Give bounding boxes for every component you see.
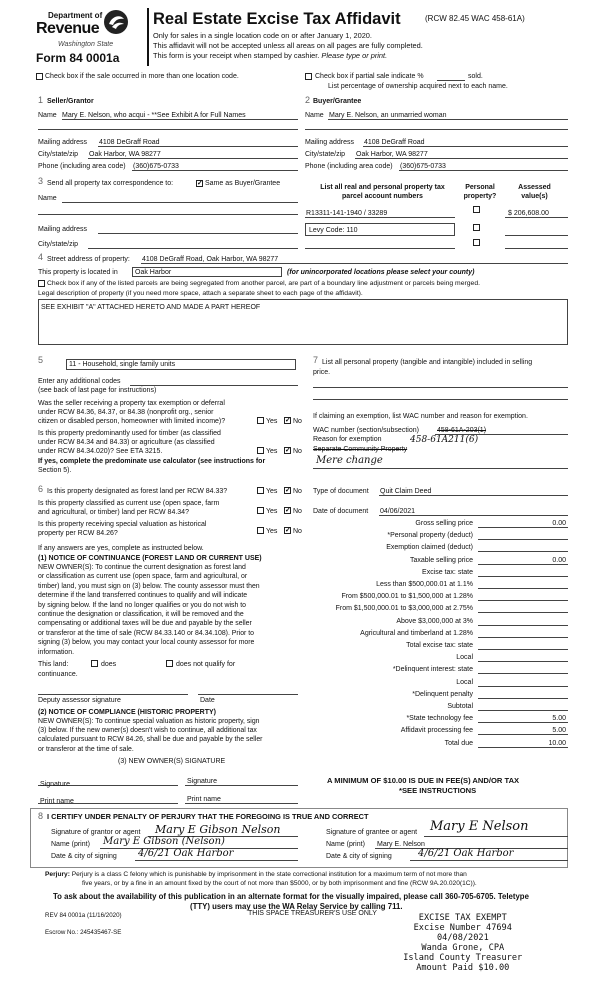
q-timber-no[interactable]: ✓ [285,447,291,454]
q-exemption-l1: Was the seller receiving a property tax exemption or deferral [38,400,225,407]
buyer-extra-line [305,129,568,130]
owner-signature-label-1: Signature [40,781,70,788]
tax-row-field[interactable] [478,625,568,626]
grantee-print-label: Name (print) [326,841,365,848]
q-timber-yes-label: Yes [266,448,278,455]
buyer-mail-line [363,146,568,147]
notice1-line-1: NEW OWNER(S): To continue the current designation as forest land [38,564,246,571]
q-historic-l1: Is this property receiving special valuation as historical [38,521,207,528]
grantee-date-label: Date & city of signing [326,853,392,860]
seller-city-line [88,158,298,159]
treasurer-use-only: THIS SPACE TREASURER'S USE ONLY [248,910,377,917]
partial-sale-pct-field[interactable] [437,80,465,81]
buyer-city: Oak Harbor, WA 98277 [356,151,428,158]
form-title: Real Estate Excise Tax Affidavit [153,10,401,28]
tax-row-label: Above $3,000,000 at 3% [396,617,473,625]
buyer-city-line [355,158,568,159]
street-line [141,263,568,264]
q-current-use-no[interactable]: ✓ [285,507,291,514]
section3-city-label: City/state/zip [38,241,79,248]
legal-description: SEE EXHIBIT "A" ATTACHED HERETO AND MADE A PART HEREOF [41,304,261,311]
dept-line-2: Revenue [36,20,100,37]
doc-date-label: Date of document [313,508,369,515]
notice1-line-9: signing (3) below, you may contact your local county assessor for more [38,639,255,647]
notice1-line-10: information. [38,648,75,656]
grantor-sig-label: Signature of grantor or agent [51,829,141,836]
grantee-sig-line[interactable] [424,836,568,837]
personal-property-checkbox-2[interactable] [473,224,480,231]
tax-row-field[interactable] [478,539,568,540]
header-divider [147,8,149,66]
q-forest-yes[interactable] [257,487,264,494]
buyer-heading: Buyer/Grantee [313,98,362,105]
grantee-date-line[interactable] [410,860,568,861]
owner-print-label-2: Print name [187,796,221,803]
continuance-label: continuance. [38,671,78,678]
section-3-number: 3 [38,176,44,186]
tax-row-field[interactable] [478,600,568,601]
assessed-line-2 [505,235,568,236]
section3-mail-line[interactable] [98,233,298,234]
seller-name-label: Name [38,112,57,119]
land-does-checkbox[interactable] [91,660,98,667]
grantor-print-name: Mary E Gibson (Nelson) [103,836,225,847]
grantee-sig-label: Signature of grantee or agent [326,829,418,836]
buyer-city-label: City/state/zip [305,151,346,158]
segregated-checkbox[interactable] [38,280,45,287]
q-current-use-l2: and agricultural, or timber) land per RCW 84.34? [38,509,189,516]
land-does-label: does [101,661,117,668]
tax-row-label: *Delinquent interest: state [392,666,473,674]
same-as-buyer-checkbox[interactable]: ✓ [197,180,203,187]
notice2-line-1: NEW OWNER(S): To continue special valuation as historic property, sign [38,718,260,725]
seller-heading: Seller/Grantor [47,98,94,105]
same-as-buyer-label: Same as Buyer/Grantee [205,180,281,187]
seller-phone: (360)675-0733 [133,163,179,170]
tax-row-field[interactable] [478,588,568,589]
buyer-phone-line [399,170,568,171]
section7-text-l2: price. [313,369,331,376]
q-historic-yes-label: Yes [266,528,278,535]
grantor-signature: Mary E Gibson Nelson [155,823,281,836]
deputy-date-line[interactable] [198,694,298,695]
grantor-date-city: 4/6/21 Oak Harbor [138,848,234,859]
see-back-note: (see back of last page for instructions) [38,387,157,394]
q-timber-l3: under RCW 84.34.020)? See ETA 3215. [38,448,163,455]
q-timber-yes[interactable] [257,447,264,454]
q-exemption-yes-label: Yes [266,418,278,425]
located-label: This property is located in [38,269,118,276]
section-7-number: 7 [313,355,319,365]
section3-name-label: Name [38,195,57,202]
escrow-number: Escrow No.: 245435467-SE [45,929,122,936]
seller-city-label: City/state/zip [38,151,79,158]
tax-row-value: 10.00 [548,739,566,747]
tax-row-value: 0.00 [552,556,566,564]
buyer-name-line [328,119,568,120]
buyer-phone: (360)675-0733 [400,163,446,170]
reason-struck: Separate Community Property [313,446,408,453]
form-rcw: (RCW 82.45 WAC 458-61A) [425,14,525,23]
doc-date-line [379,515,568,516]
wac-label: WAC number (section/subsection) [313,427,419,434]
tax-row-label: Local [456,654,473,662]
notice2-title: (2) NOTICE OF COMPLIANCE (HISTORIC PROPERTY) [38,709,216,716]
notice1-line-7: compensating or additional taxes will be due and payable by the seller [38,620,252,628]
tax-row-field[interactable] [478,564,568,565]
availability-l2: (TTY) users may use the WA Relay Service by calling 711. [190,902,403,911]
legal-label: Legal description of property (if you need more space, attach a separate sheet to each page of the affidavit). [38,290,363,297]
header-note-1: Only for sales in a single location code on or after January 1, 2020. [153,31,372,40]
tax-row-label: Total due [444,739,473,747]
section-6-number: 6 [38,484,44,494]
wac-struck: 458-61A-203(1) [437,427,487,434]
exemption-note: If claiming an exemption, list WAC number and reason for exemption. [313,413,528,420]
grantor-print-label: Name (print) [51,841,90,848]
tax-row-field[interactable] [478,686,568,687]
street-label: Street address of property: [47,256,130,263]
q-current-use-l1: Is this property classified as current use (open space, farm [38,500,220,507]
owner-print-label-1: Print name [40,798,74,805]
partial-sale-label: Check box if partial sale indicate % [315,73,424,80]
q-forest: Is this property designated as forest land per RCW 84.33? [47,488,228,495]
perjury-l1: Perjury: Perjury is a class C felony which is punishable by imprisonment in the state correctional institution for a maximum term of not more than [45,871,467,878]
tax-row-label: Agricultural and timberland at 1.28% [360,629,473,637]
q-historic-no-label: No [293,528,302,535]
stamp-line-3: 04/08/2021 [437,933,489,943]
header-note-3: This form is your receipt when stamped by cashier. Please type or print. [153,51,388,60]
tax-row-value: 0.00 [552,520,566,527]
tax-row-label: Gross selling price [415,520,473,527]
tax-row-value: 5.00 [552,727,566,735]
seller-mail-line [98,146,298,147]
tax-row-field[interactable] [478,698,568,699]
tax-row-label: *State technology fee [406,715,473,723]
segregated-label: Check box if any of the listed parcels are being segregated from another parcel, are part of a boundary line adjustment or parcels being merged. [47,280,480,287]
land-does-not-label: does not qualify for [176,661,236,668]
notice2-line-4: or transferor at the time of sale. [38,745,134,753]
section-4-number: 4 [38,252,44,262]
section3-label: Send all property tax correspondence to: [47,180,174,187]
multi-location-label: Check box if the sale occurred in more than one location code. [45,73,239,80]
section3-name-line[interactable] [62,202,298,203]
levy-code: Levy Code: 110 [309,227,358,234]
tax-row-field[interactable] [478,747,568,748]
reason-label: Reason for exemption [313,436,382,443]
notice1-line-8: or transferor at the time of sale (RCW 84.33.140 or 84.34.108). Prior to [38,629,255,637]
deputy-label: Deputy assessor signature [38,697,121,704]
buyer-name: Mary E. Nelson, an unmarried woman [329,112,447,119]
notice1-line-3: timber) land, you must sign on (3) below. The county assessor must then [38,582,260,590]
tax-row-label: Taxable selling price [409,556,473,564]
assessed-line-3 [505,248,568,249]
partial-sale-sold: sold. [468,73,483,80]
tax-row-field[interactable] [478,649,568,650]
tax-row-field[interactable] [478,551,568,552]
certify-statement: I CERTIFY UNDER PENALTY OF PERJURY THAT THE FOREGOING IS TRUE AND CORRECT [47,812,369,821]
owner-signature-label-2: Signature [187,778,217,785]
stamp-line-5: Island County Treasurer [403,953,523,963]
seller-mail-label: Mailing address [38,139,88,146]
section3-mail-label: Mailing address [38,226,88,233]
buyer-name-label: Name [305,112,324,119]
assessed-line-1 [505,217,568,218]
notice1-line-6: continue the designation or classification, it will be removed and the [38,611,244,618]
doc-type-line [379,495,568,496]
tax-row-label: Subtotal [447,703,473,710]
personal-property-checkbox-1[interactable] [473,206,480,213]
notice1-line-2: or classification as current use (open space, farm and agricultural, or [38,573,248,581]
perjury-l2: five years, or by a fine in an amount fixed by the court of not more than $5000, or by both imprisonment and fine (RCW 9A.20.020(1C)). [82,880,477,887]
tax-row-label: Local [456,678,473,686]
q-historic-no[interactable]: ✓ [285,527,291,534]
tax-row-field[interactable] [478,734,568,735]
section-5-number: 5 [38,355,44,365]
section3-extra-line[interactable] [38,214,298,215]
q-current-use-no-label: No [293,508,302,515]
street-address: 4108 DeGraff Road, Oak Harbor, WA 98277 [142,256,279,263]
located-value: Oak Harbor [135,269,172,276]
rev-number: REV 84 0001a (11/16/2020) [45,912,122,919]
q-timber-l2: under RCW 84.34 and 84.33) or agriculture (as classified [38,439,215,446]
ifyes-l1: If yes, complete the predominate use calculator (see instructions for [38,458,266,465]
ifyes-l2: Section 5). [38,467,72,474]
grantee-print-name: Mary E. Nelson [377,841,425,848]
tax-row-field[interactable] [478,527,568,528]
parcel-line-3 [305,248,455,249]
seller-phone-line [132,170,298,171]
section3-city-line[interactable] [88,248,298,249]
tax-row-label: From $1,500,000.01 to $3,000,000 at 2.75% [335,605,473,613]
buyer-mail-label: Mailing address [305,139,355,146]
section-1-number: 1 [38,95,44,105]
seller-mail: 4108 DeGraff Road [99,139,160,146]
ownership-note: List percentage of ownership acquired next to each name. [328,83,508,90]
stamp-line-2: Excise Number 47694 [413,923,512,933]
owner-sig-line-2[interactable] [185,785,298,786]
seller-name-line [62,119,298,120]
q-timber-l1: Is this property predominantly used for timber (as classified [38,430,221,437]
q-exemption-l2: under RCW 84.36, 84.37, or 84.38 (nonprofit org., senior [38,409,214,416]
q-forest-no[interactable]: ✓ [285,487,291,494]
parcel-header: List all real and personal property tax parcel account numbers [320,184,445,200]
dor-logo-icon [104,10,128,34]
section7-text-l1: List all personal property (tangible and intangible) included in selling [322,359,533,366]
buyer-mail: 4108 DeGraff Road [364,139,425,146]
stamp-line-6: Amount Paid $10.00 [416,963,510,973]
deputy-date-label: Date [200,697,215,704]
reason-handwritten: Mere change [316,455,383,466]
header-note-2: This affidavit will not be accepted unless all areas on all pages are fully completed. [153,41,423,50]
availability-l1: To ask about the availability of this publication in an alternate format for the visually impaired, please call 360-705-6705. Teletype [53,892,529,901]
tax-row-label: Less than $500,000.01 at 1.1% [376,581,473,588]
q-current-use-yes-label: Yes [266,508,278,515]
dept-line-1: Department of [48,11,103,20]
dept-line-3: Washington State [58,41,114,48]
section-2-number: 2 [305,95,311,105]
doc-date: 04/06/2021 [380,508,416,515]
assessed-value: $ 206,608.00 [508,210,549,217]
seller-extra-line [38,129,298,130]
partial-sale-checkbox[interactable] [305,73,312,80]
tax-row-label: *Delinquent penalty [412,690,473,698]
multi-location-checkbox[interactable] [36,73,43,80]
notice1-title: (1) NOTICE OF CONTINUANCE (FOREST LAND OR CURRENT USE) [38,555,262,562]
tax-row-label: From $500,000.01 to $1,500,000 at 1.28% [341,593,473,601]
personal-property-line-1[interactable] [313,387,568,388]
levy-code-box [305,223,455,236]
q-forest-yes-label: Yes [266,488,278,495]
buyer-phone-label: Phone (including area code) [305,163,393,170]
seller-phone-label: Phone (including area code) [38,163,126,170]
tax-row-field[interactable] [478,576,568,577]
seller-name: Mary E. Nelson, who acqui - **See Exhibit A for Full Names [62,112,246,119]
seller-city: Oak Harbor, WA 98277 [89,151,161,158]
this-land-label: This land: [38,661,69,668]
personal-property-header: Personal property? [463,184,497,200]
owner-print-line-2[interactable] [185,803,298,804]
tax-row-field[interactable] [478,673,568,674]
q-timber-no-label: No [293,448,302,455]
tax-row-label: *Personal property (deduct) [387,532,473,540]
notice1-line-5: by signing below. If the land no longer qualifies or you do not wish to [38,601,247,609]
tax-row-field[interactable] [478,637,568,638]
stamp-line-4: Wanda Grone, CPA [421,943,505,953]
wac-handwritten: 458-61A211(6) [410,435,479,445]
form-number: Form 84 0001a [36,51,120,65]
tax-row-label: Total excise tax: state [406,642,473,649]
personal-property-line-2[interactable] [313,399,568,400]
q-historic-l2: property per RCW 84.26? [38,530,118,537]
tax-row-label: Affidavit processing fee [400,727,473,735]
grantee-signature: Mary E Nelson [430,819,529,834]
use-code: 11 - Household, single family units [69,361,176,368]
tax-row-label: Exemption claimed (deduct) [386,544,473,552]
notice2-line-2: (3) below. If the new owner(s) doesn't wish to continue, all additional tax [38,727,257,735]
tax-row-label: Excise tax: state [422,568,473,576]
reason-line [313,468,568,469]
doc-type-label: Type of document [313,488,369,495]
deputy-signature-line[interactable] [38,694,188,695]
parcel-line-1 [305,217,455,218]
q-exemption-no[interactable]: ✓ [285,417,291,424]
q-historic-yes[interactable] [257,527,264,534]
tax-row-field[interactable] [478,661,568,662]
assessed-header: Assessed value(s) [518,184,551,200]
grantor-date-line[interactable] [135,860,298,861]
additional-codes-field[interactable] [130,385,298,386]
see-instructions: *SEE INSTRUCTIONS [399,786,477,795]
q-exemption-yes[interactable] [257,417,264,424]
parcel-number: R13311-141-1940 / 33289 [306,210,388,217]
personal-property-checkbox-3[interactable] [473,239,480,246]
notice2-line-3: calculated pursuant to RCW 84.26, shall be due and payable by the seller [38,736,263,744]
unincorporated-note: (for unincorporated locations please select your county) [287,269,475,276]
tax-row-field[interactable] [478,710,568,711]
if-any-yes: If any answers are yes, complete as instructed below. [38,545,204,552]
new-owner-sig-label: (3) NEW OWNER(S) SIGNATURE [118,758,226,765]
q-forest-no-label: No [293,488,302,495]
grantor-date-label: Date & city of signing [51,853,117,860]
tax-row-field[interactable] [478,722,568,723]
section-8-number: 8 [38,811,44,821]
q-exemption-no-label: No [293,418,302,425]
additional-codes-label: Enter any additional codes [38,378,121,385]
stamp-line-1: EXCISE TAX EXEMPT [418,913,507,923]
minimum-due: A MINIMUM OF $10.00 IS DUE IN FEE(S) AND/OR TAX [327,776,520,785]
doc-type: Quit Claim Deed [380,488,432,495]
land-does-not-checkbox[interactable] [166,660,173,667]
q-current-use-yes[interactable] [257,507,264,514]
tax-row-field[interactable] [478,612,568,613]
notice1-line-4: determine if the land transferred continues to qualify and will indicate [38,592,248,600]
grantee-date-city: 4/6/21 Oak Harbor [418,848,514,859]
tax-row-value: 5.00 [552,715,566,723]
q-exemption-l3: citizen or disabled person, homeowner with limited income)? [38,418,226,425]
